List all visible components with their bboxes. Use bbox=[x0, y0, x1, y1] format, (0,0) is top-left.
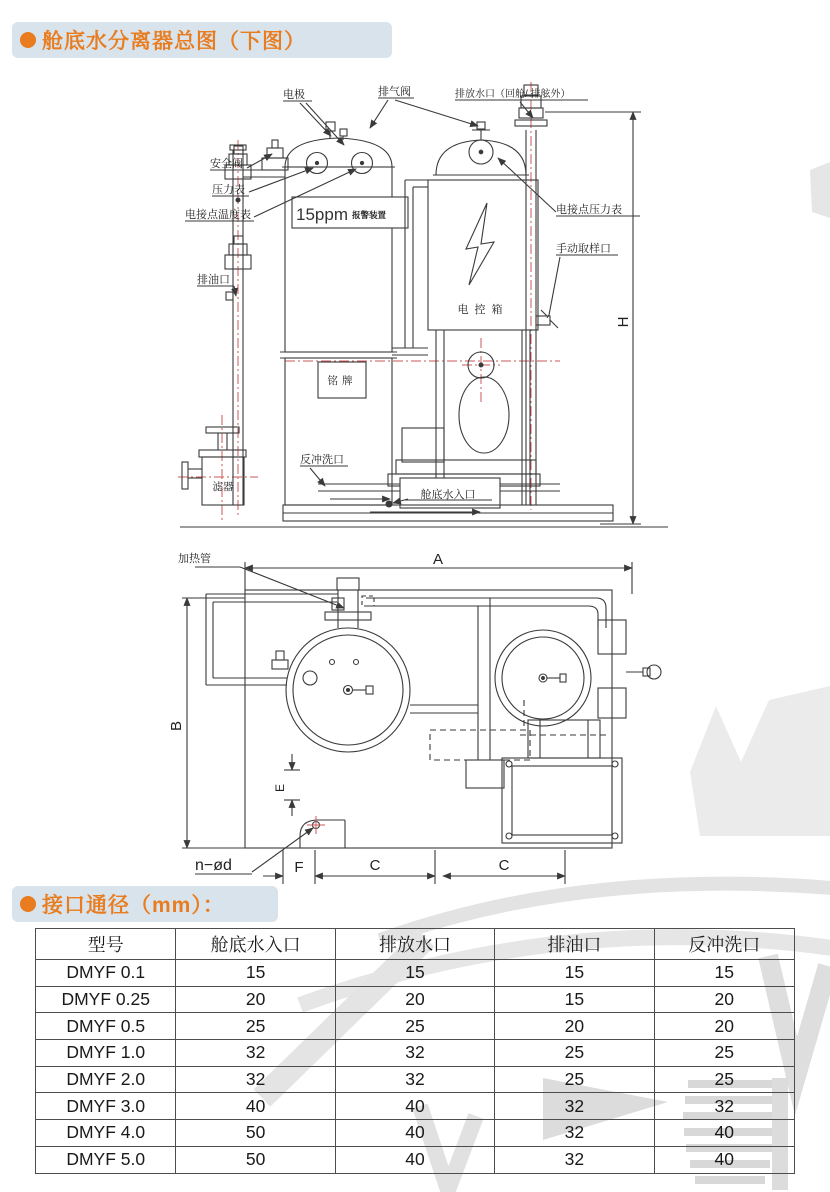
cell-model: DMYF 1.0 bbox=[36, 1040, 176, 1067]
label-dim-e: E bbox=[273, 783, 287, 793]
cell-value: 25 bbox=[495, 1040, 654, 1067]
header-model: 型号 bbox=[36, 929, 176, 960]
left-pipe-column bbox=[225, 145, 285, 505]
right-vessel-top bbox=[495, 630, 591, 726]
safety-valve-assembly bbox=[262, 140, 288, 170]
cell-value: 25 bbox=[335, 1013, 494, 1040]
right-vessel bbox=[433, 122, 529, 175]
filter-unit bbox=[182, 427, 246, 505]
red-bolt-crosshair bbox=[307, 816, 325, 834]
label-discharge-water-port: 排放水口（回舱/ 排舷外） bbox=[455, 89, 571, 100]
label-contact-thermometer: 电接点温度表 bbox=[185, 209, 251, 221]
cell-value: 32 bbox=[654, 1093, 794, 1120]
label-dim-f: F bbox=[294, 859, 304, 876]
label-dim-c-left: C bbox=[369, 857, 381, 874]
cell-value: 40 bbox=[335, 1093, 494, 1120]
cell-value: 32 bbox=[335, 1066, 494, 1093]
label-air-release-valve: 排气阀 bbox=[378, 86, 411, 98]
separator-tank-top bbox=[286, 628, 410, 752]
section-heading-ports bbox=[12, 886, 278, 922]
cell-value: 40 bbox=[176, 1093, 335, 1120]
label-bilge-water-inlet: 舱底水入口 bbox=[420, 489, 476, 501]
pump-top bbox=[502, 720, 622, 843]
table-row bbox=[36, 1040, 795, 1067]
cell-model: DMYF 5.0 bbox=[36, 1146, 176, 1173]
label-nameplate: 铭牌 bbox=[327, 375, 357, 387]
cell-value: 15 bbox=[335, 960, 494, 987]
bullet-icon bbox=[20, 896, 36, 912]
section-title-overview: 舱底水分离器总图（下图） bbox=[42, 30, 306, 53]
cell-value: 50 bbox=[176, 1120, 335, 1147]
cell-value: 50 bbox=[176, 1146, 335, 1173]
section-heading-overview bbox=[12, 22, 392, 58]
cell-value: 15 bbox=[495, 960, 654, 987]
table-row bbox=[36, 1120, 795, 1147]
header-oil-drain: 排油口 bbox=[495, 929, 654, 960]
cell-value: 25 bbox=[495, 1066, 654, 1093]
dimension-lines bbox=[182, 562, 632, 884]
label-alarm-device: 报警装置 bbox=[352, 210, 387, 220]
cell-value: 32 bbox=[176, 1040, 335, 1067]
table-row bbox=[36, 1146, 795, 1173]
pump-unit bbox=[388, 352, 540, 486]
label-contact-pressure-gauge: 电接点压力表 bbox=[556, 204, 622, 216]
separator-tank bbox=[280, 122, 397, 505]
cell-value: 25 bbox=[654, 1040, 794, 1067]
table-row bbox=[36, 1093, 795, 1120]
sampling-faucet bbox=[536, 310, 558, 328]
header-backflush: 反冲洗口 bbox=[654, 929, 794, 960]
label-bolt-holes: n−ød bbox=[195, 857, 232, 874]
table-row bbox=[36, 960, 795, 987]
table-row bbox=[36, 1013, 795, 1040]
label-safety-valve: 安全阀 bbox=[210, 158, 243, 170]
cell-value: 20 bbox=[176, 986, 335, 1013]
top-view-drawing bbox=[0, 548, 830, 893]
table-header-row bbox=[36, 929, 795, 960]
label-dim-a: A bbox=[432, 551, 444, 568]
cell-value: 40 bbox=[654, 1120, 794, 1147]
cell-model: DMYF 0.5 bbox=[36, 1013, 176, 1040]
cell-value: 20 bbox=[654, 986, 794, 1013]
label-dim-c-right: C bbox=[498, 857, 510, 874]
side-fittings bbox=[272, 620, 661, 718]
label-dim-h: H bbox=[615, 316, 632, 328]
header-bilge-inlet: 舱底水入口 bbox=[176, 929, 335, 960]
cell-value: 15 bbox=[495, 986, 654, 1013]
label-electrode: 电极 bbox=[283, 89, 305, 101]
front-view-drawing bbox=[0, 70, 830, 555]
cell-model: DMYF 2.0 bbox=[36, 1066, 176, 1093]
cell-value: 32 bbox=[495, 1146, 654, 1173]
label-15ppm: 15ppm bbox=[296, 205, 348, 224]
cell-value: 20 bbox=[335, 986, 494, 1013]
header-discharge-port: 排放水口 bbox=[335, 929, 494, 960]
port-diameter-table bbox=[35, 928, 795, 1174]
cell-value: 25 bbox=[176, 1013, 335, 1040]
cell-model: DMYF 0.1 bbox=[36, 960, 176, 987]
cell-value: 32 bbox=[176, 1066, 335, 1093]
machine-frame-top bbox=[245, 590, 612, 848]
section-title-ports: 接口通径（mm）： bbox=[42, 894, 225, 917]
cell-model: DMYF 4.0 bbox=[36, 1120, 176, 1147]
cell-model: DMYF 0.25 bbox=[36, 986, 176, 1013]
table-row bbox=[36, 1066, 795, 1093]
cell-value: 15 bbox=[176, 960, 335, 987]
cell-value: 32 bbox=[335, 1040, 494, 1067]
cell-value: 20 bbox=[495, 1013, 654, 1040]
label-backflush-port: 反冲洗口 bbox=[300, 454, 344, 466]
label-pressure-gauge: 压力表 bbox=[212, 184, 245, 196]
cell-value: 15 bbox=[654, 960, 794, 987]
label-manual-sampling-port: 手动取样口 bbox=[556, 243, 611, 255]
bullet-icon bbox=[20, 32, 36, 48]
label-control-box: 电控箱 bbox=[457, 304, 509, 316]
label-dim-b: B bbox=[168, 720, 185, 732]
table-row bbox=[36, 986, 795, 1013]
label-heating-pipe: 加热管 bbox=[178, 553, 211, 565]
cell-value: 40 bbox=[335, 1146, 494, 1173]
cell-value: 40 bbox=[335, 1120, 494, 1147]
cell-value: 40 bbox=[654, 1146, 794, 1173]
cell-value: 25 bbox=[654, 1066, 794, 1093]
cell-value: 32 bbox=[495, 1120, 654, 1147]
cell-value: 20 bbox=[654, 1013, 794, 1040]
label-filter: 滤器 bbox=[212, 481, 234, 493]
lightning-icon bbox=[466, 203, 494, 285]
cell-value: 32 bbox=[495, 1093, 654, 1120]
cell-model: DMYF 3.0 bbox=[36, 1093, 176, 1120]
red-centerlines bbox=[178, 82, 560, 520]
label-oil-drain-port: 排油口 bbox=[197, 274, 230, 286]
